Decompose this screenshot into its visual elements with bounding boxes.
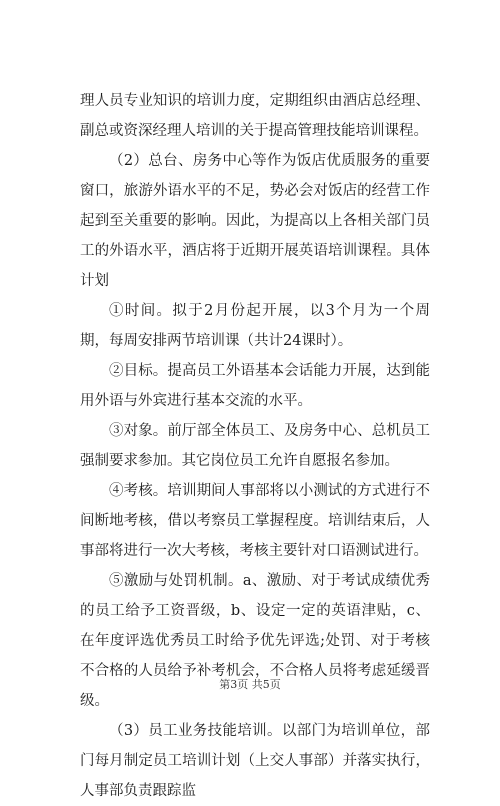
paragraph-front-desk-training: （2）总台、房务中心等作为饭店优质服务的重要窗口，旅游外语水平的不足，势必会对饭店的经营工作起到至关重要的影响。因此，为提高以上各相关部门员工的外语水平，酒店将于近期开展英语培训课程。具体计划	[80, 153, 430, 289]
document-body	[80, 86, 430, 806]
paragraph-skills-training: （3）员工业务技能培训。以部门为培训单位，部门每月制定员工培训计划（上交人事部）并落实执行，人事部负责跟踪监	[80, 723, 430, 799]
page-number-footer: 第3页 共5页	[219, 678, 281, 691]
paragraph-incentive: ⑤激励与处罚机制。a、激励、对于考试成绩优秀的员工给予工资晋级，b、设定一定的英语津贴，c、在年度评选优秀员工时给予优先评选;处罚、对于考核不合格的人员给予补考机会，不合格人员将考虑延缓晋级。	[80, 573, 430, 709]
paragraph-time: ①时间。拟于2月份起开展，以3个月为一个周期，每周安排两节培训课（共计24课时）。	[80, 303, 430, 349]
paragraph-target: ③对象。前厅部全体员工、及房务中心、总机员工强制要求参加。其它岗位员工允许自愿报名参加。	[80, 423, 430, 469]
paragraph-assessment: ④考核。培训期间人事部将以小测试的方式进行不间断地考核，借以考察员工掌握程度。培训结束后，人事部将进行一次大考核，考核主要针对口语测试进行。	[80, 483, 430, 559]
paragraph-goal: ②目标。提高员工外语基本会话能力开展，达到能用外语与外宾进行基本交流的水平。	[80, 363, 430, 409]
paragraph-continuation: 理人员专业知识的培训力度，定期组织由酒店总经理、副总或资深经理人培训的关于提高管理技能培训课程。	[80, 93, 430, 139]
